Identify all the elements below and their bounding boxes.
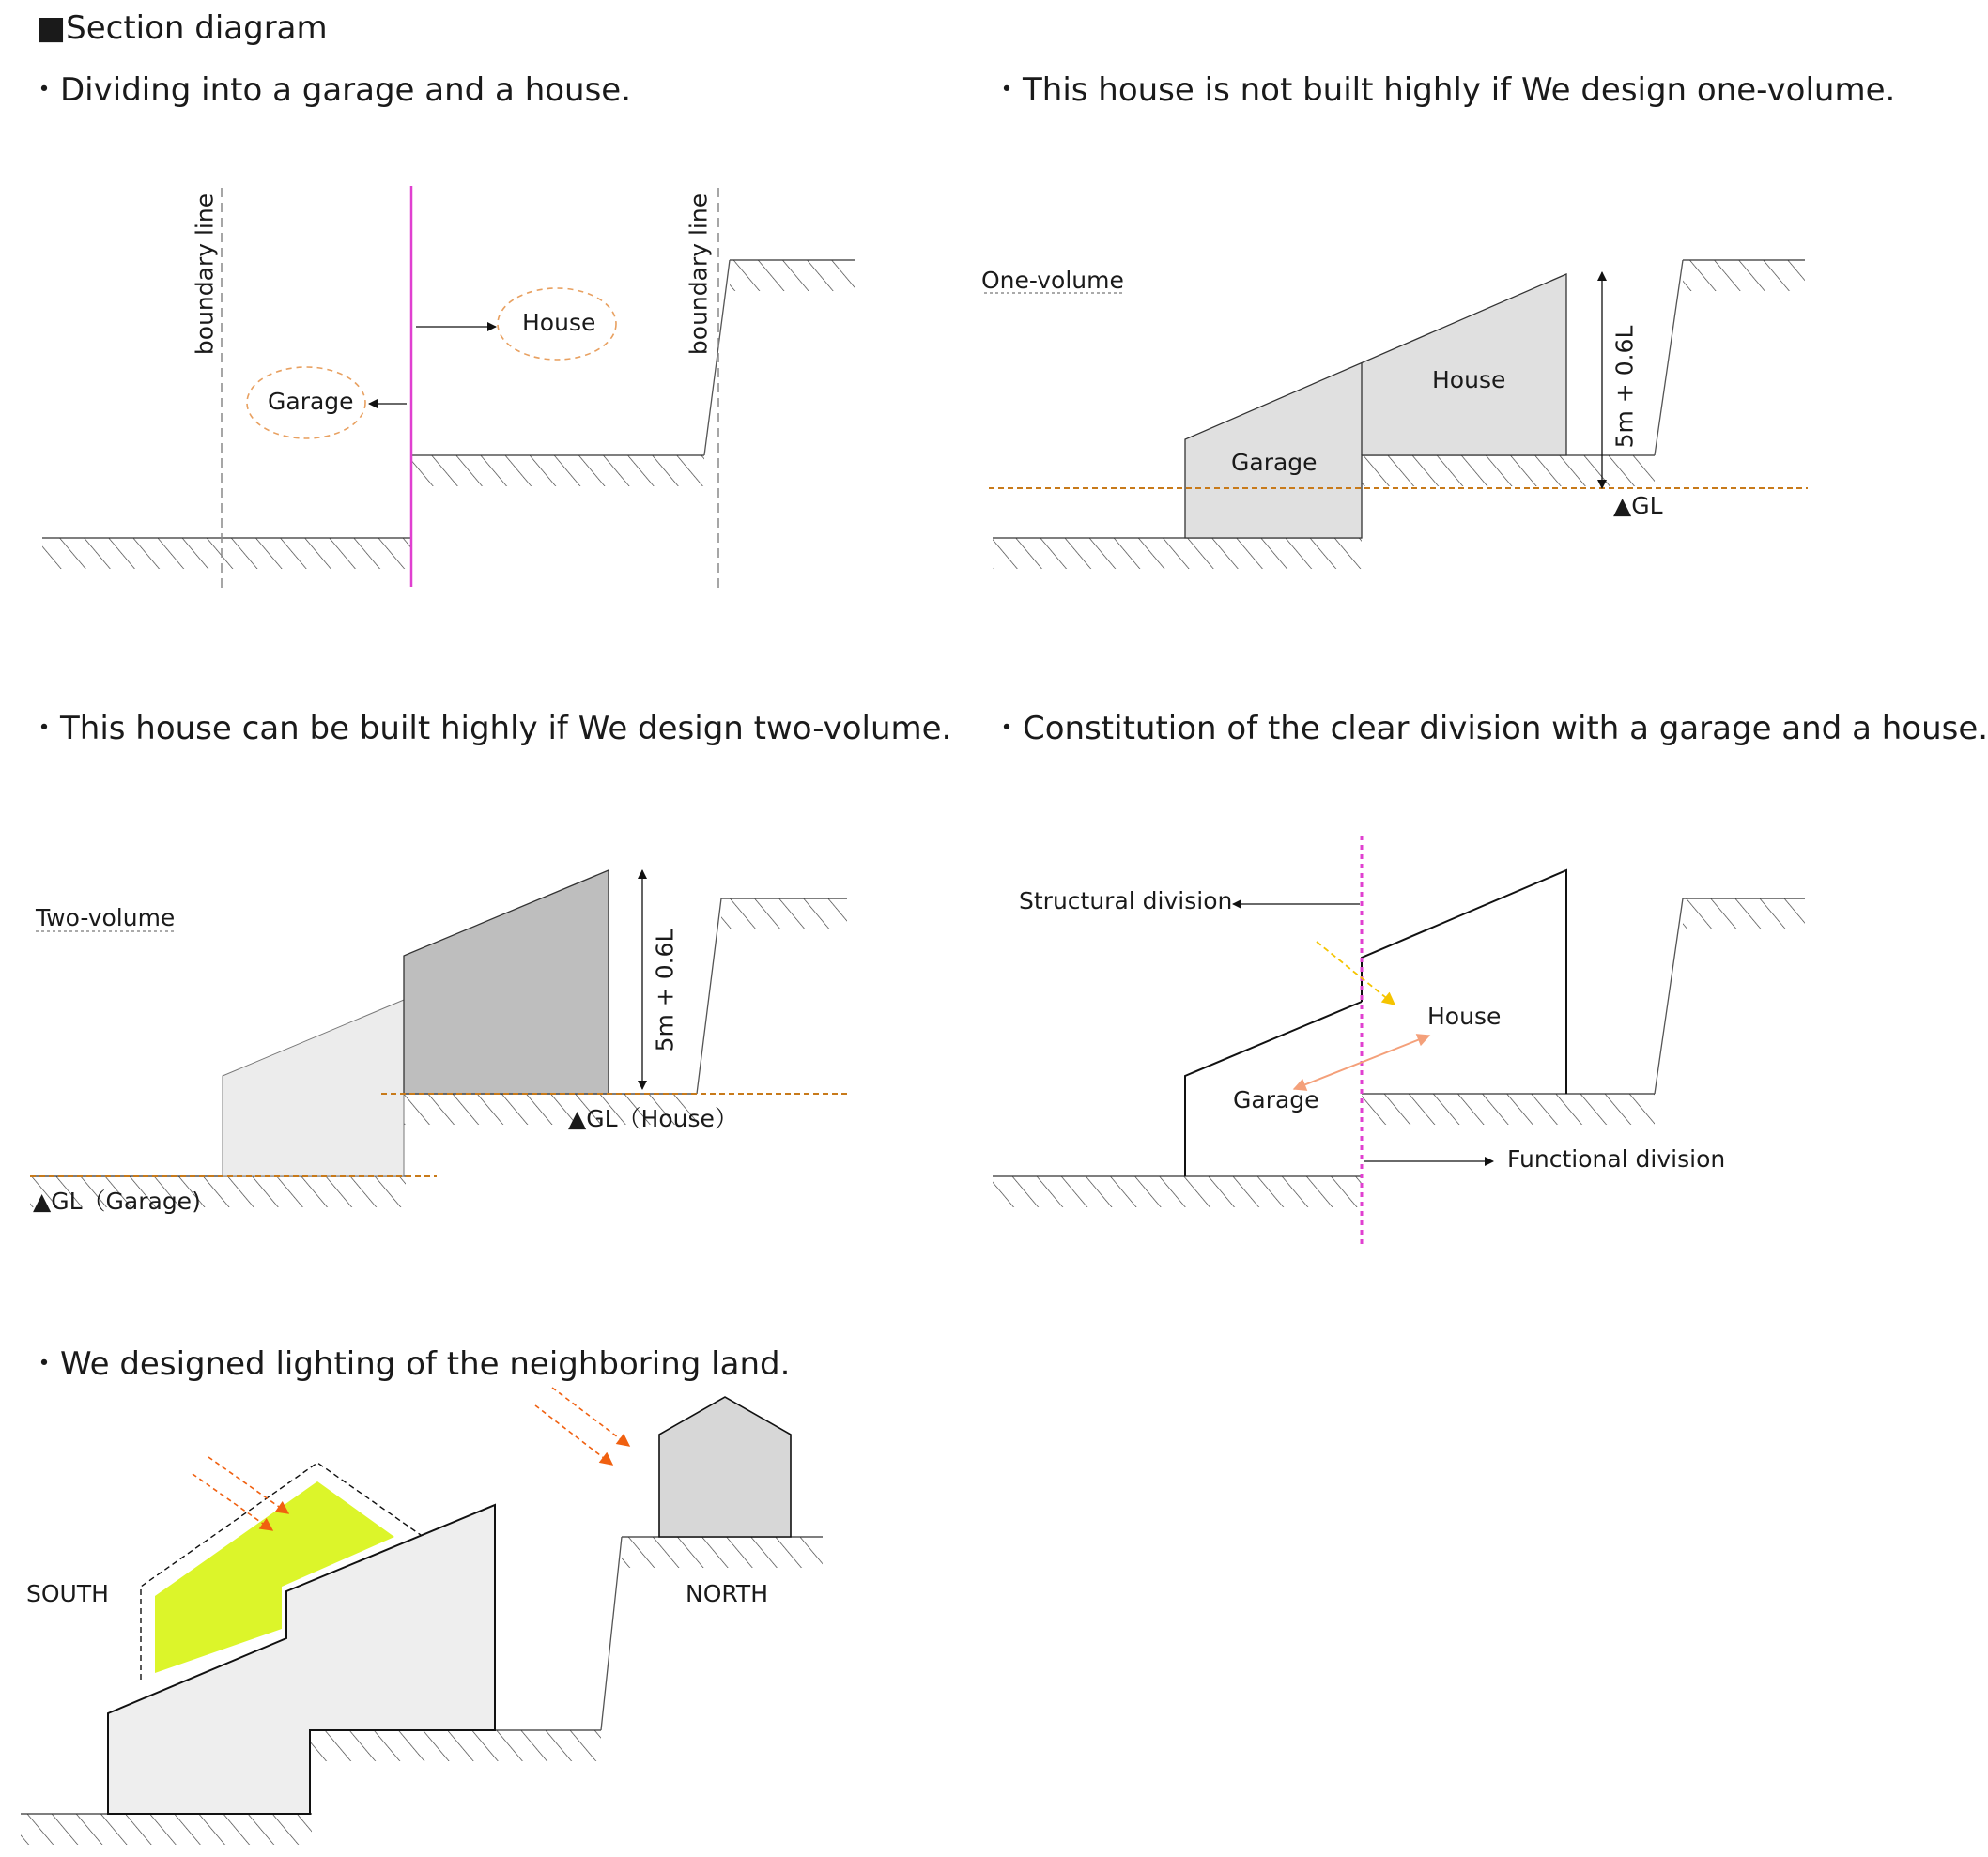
house-label: House: [522, 309, 596, 336]
height-dimension-label: 5m + 0.6L: [651, 928, 679, 1052]
one-volume-caption: One-volume: [981, 267, 1124, 294]
heading-dividing: ・Dividing into a garage and a house.: [28, 71, 632, 109]
height-dimension-label: 5m + 0.6L: [1610, 325, 1639, 449]
house-label: House: [1432, 366, 1506, 393]
ground-hatch-upper: [411, 455, 704, 486]
ground-hatch-top: [730, 260, 855, 291]
gl-garage-label: ▲GL（Garage): [33, 1188, 201, 1215]
gl-label: ▲GL: [1613, 492, 1663, 519]
boundary-line-right-label: boundary line: [685, 192, 713, 356]
neighbor-house: [659, 1397, 791, 1537]
south-label: SOUTH: [26, 1580, 109, 1607]
ground-hatch-lower: [42, 538, 411, 569]
functional-division-label: Functional division: [1507, 1145, 1726, 1173]
diagram-lighting: [21, 1388, 823, 1845]
gl-house-label: ▲GL（House）: [568, 1105, 738, 1132]
heading-two-volume: ・This house can be built highly if We design two-volume.: [28, 710, 952, 747]
boundary-line-left-label: boundary line: [191, 192, 219, 356]
diagram-dividing: [42, 186, 855, 591]
two-volume-caption: Two-volume: [36, 904, 176, 931]
structural-division-label: Structural division: [1019, 887, 1233, 914]
heading-constitution: ・Constitution of the clear division with a garage and a house.: [991, 710, 1988, 747]
north-label: NORTH: [686, 1580, 769, 1607]
heading-lighting: ・We designed lighting of the neighboring land.: [28, 1345, 791, 1383]
diagram-one-volume: [984, 260, 1808, 569]
heading-one-volume: ・This house is not built highly if We design one-volume.: [991, 71, 1896, 109]
page-title: [36, 9, 328, 47]
house-volume: [404, 870, 609, 1094]
garage-label: Garage: [1233, 1086, 1319, 1113]
garage-label: Garage: [1231, 449, 1318, 476]
garage-label: Garage: [268, 388, 354, 415]
title-text: Section diagram: [66, 9, 328, 47]
light-arrow: [1317, 942, 1395, 1005]
title-square: ■: [36, 9, 67, 47]
house-outline: [1362, 870, 1566, 1094]
house-label: House: [1427, 1003, 1502, 1030]
one-volume-building: [1185, 274, 1566, 538]
garage-volume: [223, 1000, 404, 1176]
